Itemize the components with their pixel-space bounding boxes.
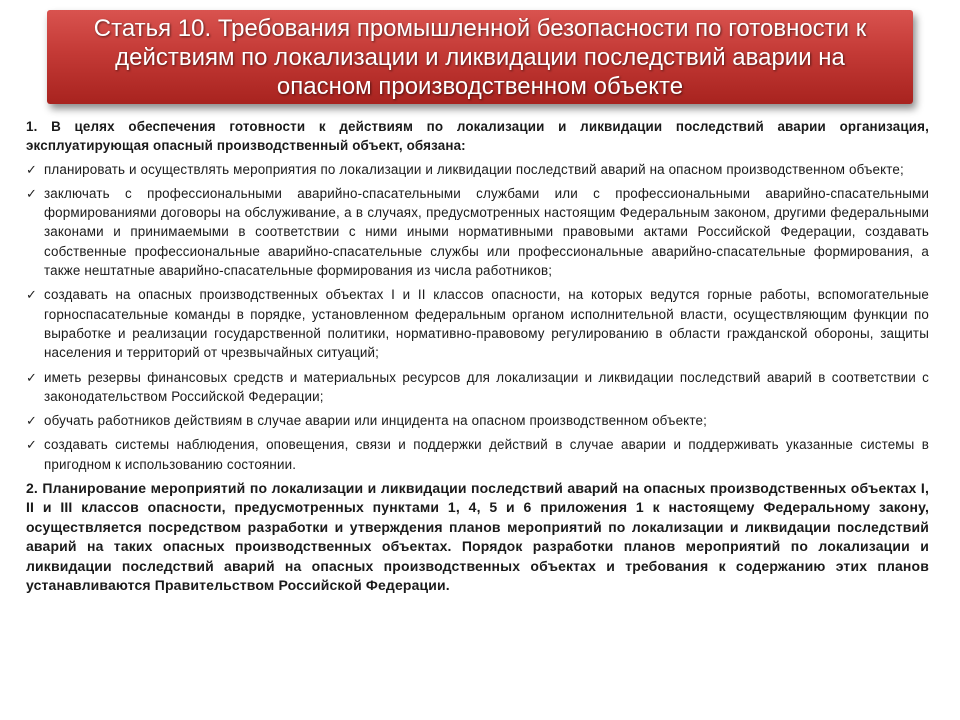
check-icon: ✓ xyxy=(26,437,38,453)
paragraph-2: 2. Планирование мероприятий по локализации и ликвидации последствий аварий на опасных производственных объектах I, II и III классов опасности, предусмотренных пунктами 1, 4, 5 и 6 приложения 1 к настоящему Федеральному закону, осуществляется посредством разработки и утверждения планов мероприятий по локализации и ликвидации последствий аварий на таких опасных производственных объектах. Порядок разработки планов мероприятий по локализации и ликвидации последствий аварий на опасных производственных объектах и требования к содержанию этих планов устанавливаются Правительством Российской Федерации. xyxy=(26,480,929,594)
check-icon: ✓ xyxy=(26,161,38,177)
paragraph-1-intro: 1. В целях обеспечения готовности к действиям по локализации и ликвидации последствий аварии организация, эксплуатирующая опасный производственный объект, обязана: xyxy=(26,119,929,154)
check-icon: ✓ xyxy=(26,185,38,201)
list-item xyxy=(26,411,929,430)
list-item xyxy=(26,285,929,362)
list-item-text: создавать на опасных производственных объектах I и II классов опасности, на которых ведутся горные работы, вспомогательные горноспасательные команды в порядке, установленном федеральным органом исполнительной власти, осуществляющим функции по выработке и реализации государственной политики, нормативно-правовому регулированию в области гражданской обороны, защиты населения и территорий от чрезвычайных ситуаций; xyxy=(44,287,929,361)
list-item xyxy=(26,184,929,280)
list-item-text: создавать системы наблюдения, оповещения, связи и поддержки действий в случае аварии и поддерживать указанные системы в пригодном к использованию состоянии. xyxy=(44,437,929,472)
slide-title: Статья 10. Требования промышленной безопасности по готовности к действиям по локализации и ликвидации последствий аварии на опасном производственном объекте xyxy=(93,14,867,100)
list-item-text: планировать и осуществлять мероприятия по локализации и ликвидации последствий аварий на опасном производственном объекте; xyxy=(44,161,904,177)
list-item-text: обучать работников действиям в случае аварии или инцидента на опасном производственном объекте; xyxy=(44,413,707,429)
list-item xyxy=(26,160,929,179)
obligations-list xyxy=(26,160,929,474)
list-item xyxy=(26,435,929,474)
check-icon: ✓ xyxy=(26,413,38,429)
list-item xyxy=(26,368,929,407)
article-content xyxy=(26,117,929,599)
title-banner xyxy=(47,10,913,104)
list-item-text: заключать с профессиональными аварийно-спасательными службами или с профессиональными аварийно-спасательными формированиями договоры на обслуживание, а в случаях, предусмотренных настоящим Федеральным законом, другими федеральными законами и принимаемыми в соответствии с ними иными нормативными правовыми актами Российской Федерации, создавать собственные профессиональные аварийно-спасательные службы или профессиональные аварийно-спасательные формирования, а также нештатные аварийно-спасательные формирования из числа работников; xyxy=(44,185,929,279)
list-item-text: иметь резервы финансовых средств и материальных ресурсов для локализации и ликвидации последствий аварий в соответствии с законодательством Российской Федерации; xyxy=(44,369,929,404)
check-icon: ✓ xyxy=(26,369,38,385)
check-icon: ✓ xyxy=(26,287,38,303)
